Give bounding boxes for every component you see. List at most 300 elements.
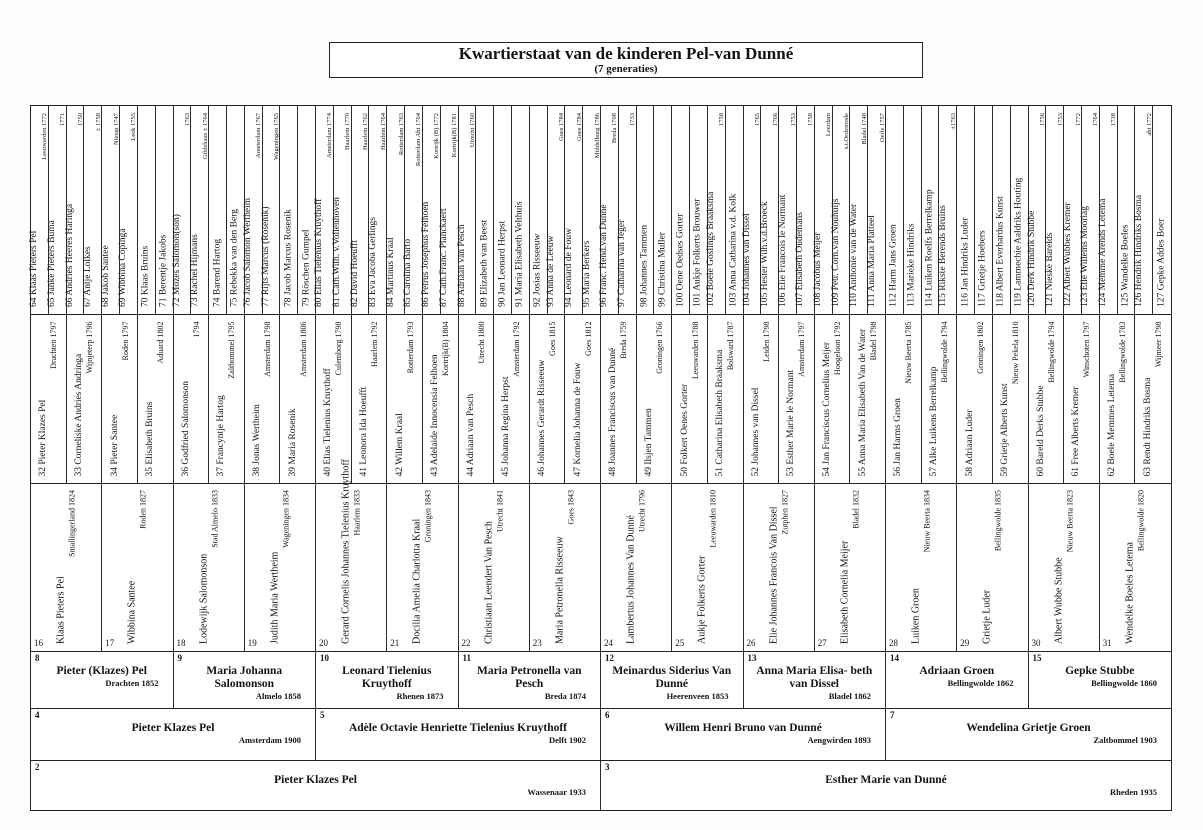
- ancestor-cell: [922, 106, 940, 314]
- ancestor-birth: Middelburg 1786: [593, 113, 601, 159]
- ancestor-name: Aukje Folkerts Gorter: [696, 555, 708, 644]
- ancestor-name: 53 Esther Marie le Normant: [786, 369, 797, 476]
- ancestor-cell: [369, 106, 387, 314]
- ancestor-number: 17: [105, 638, 115, 648]
- ancestor-birth: Haarlem 1762: [362, 113, 370, 151]
- ancestor-birth: Leiden 1798: [761, 321, 771, 362]
- ancestor-birth: ±1763: [949, 113, 957, 130]
- ancestor-birth: Leeuwarden 1810: [708, 490, 718, 548]
- ancestor-name: 96 Franc. Hend.van Dunne: [599, 204, 610, 307]
- ancestor-birth: Kortrijk (B) 1772: [433, 113, 441, 159]
- ancestor-cell: [512, 106, 530, 314]
- ancestor-birth-box: [174, 691, 316, 701]
- ancestor-name: Gerard Cornelis Johannes Tielenius Kruythoff: [340, 459, 352, 644]
- ancestor-name: 75 Rebekka van den Berg: [229, 209, 240, 307]
- ancestor-name: 51 Catharina Elisabeth Braaksma: [715, 349, 726, 476]
- ancestor-birth: Kortrijk(B) 1781: [451, 113, 459, 158]
- ancestor-birth: Breda 1874: [544, 691, 586, 701]
- ancestor-name-box: [601, 722, 885, 735]
- ancestor-birth: Goes 1843: [566, 490, 576, 525]
- ancestor-name-box: [744, 665, 886, 691]
- ancestor-name: 35 Elisabeth Bruins: [145, 401, 156, 476]
- ancestor-cell: [744, 483, 815, 651]
- ancestor-cell: [637, 106, 655, 314]
- ancestor-name: 64 Klaas Pieters Pel: [29, 230, 40, 307]
- ancestor-number: 19: [247, 638, 257, 648]
- ancestor-birth-box: [886, 678, 1028, 688]
- title-box: [329, 42, 923, 78]
- ancestor-name: 61 Free Alberts Kremer: [1071, 386, 1082, 476]
- ancestor-cell: [423, 314, 459, 483]
- ancestor-name: 46 Johannes Gerardt Risseeuw: [537, 359, 548, 476]
- ancestor-cell: [886, 651, 1029, 708]
- ancestor-name: 115 Rikste Berends Bruins: [937, 205, 948, 307]
- ancestor-cell: [31, 651, 174, 708]
- ancestor-cell: [280, 314, 316, 483]
- ancestor-cell: [174, 314, 210, 483]
- ancestor-name: 90 Jan Leonard Herpst: [497, 220, 508, 307]
- ancestor-name: Anna Maria Elisa- beth van Dissel: [756, 665, 873, 690]
- ancestor-cell: [456, 106, 477, 314]
- ancestor-name: 80 Elias Tielenius Kruythoff: [314, 198, 325, 307]
- ancestor-number: 16: [34, 638, 43, 648]
- ancestor-name: Pieter (Klazes) Pel: [56, 665, 147, 677]
- ancestor-cell: [31, 314, 67, 483]
- ancestor-birth: Aduard 1802: [156, 321, 166, 363]
- ancestor-cell: [174, 483, 245, 651]
- ancestor-name: 98 Johannes Tammen: [639, 224, 650, 307]
- ancestor-name-box: [601, 665, 743, 691]
- ancestor-birth: Leeuwarden 1788: [690, 321, 700, 379]
- ancestor-name: 122 Albert Wubbes Kremer: [1062, 202, 1073, 307]
- ancestor-name: 44 Adriaan van Pesch: [465, 393, 476, 476]
- ancestor-cell: [1153, 106, 1171, 314]
- ancestor-birth-box: [1029, 678, 1172, 688]
- ancestor-cell: [957, 314, 993, 483]
- ancestor-cell: [387, 483, 458, 651]
- ancestor-cell: [1100, 483, 1171, 651]
- ancestor-name: 40 Elias Tielenius Kruythoff: [323, 367, 334, 476]
- ancestor-birth: Zaltbommel 1903: [1093, 735, 1157, 745]
- ancestor-birth: 1738: [1110, 113, 1118, 126]
- ancestor-cell: [708, 106, 726, 314]
- ancestor-name: 43 Adelaide Innocensia Felhoen: [430, 353, 441, 476]
- ancestor-name: Christiaan Leendert Van Pesch: [483, 521, 495, 644]
- ancestor-cell: [352, 314, 388, 483]
- ancestor-cell: [67, 314, 103, 483]
- ancestor-name: 38 Jonas Wertheim: [252, 403, 263, 476]
- ancestor-name: 123 Elle Willems Mooriag: [1080, 205, 1091, 307]
- ancestor-name: 111 Anna Maria Platteel: [866, 215, 877, 307]
- ancestor-name-box: [31, 774, 600, 787]
- ancestor-name: Meinardus Siderius Van Dunné: [612, 665, 732, 690]
- ancestor-name: Adèle Octavie Henriette Tielenius Kruythoff: [348, 722, 568, 734]
- ancestor-number: 23: [532, 638, 542, 648]
- ancestor-birth-box: [31, 678, 173, 688]
- ancestor-name: 121 Nieske Barelds: [1044, 232, 1055, 307]
- ancestor-name: 104 Johannes van Dissel: [741, 213, 752, 307]
- ancestor-cell: [476, 106, 494, 314]
- ancestor-name: Wibbina Santee: [126, 580, 138, 644]
- ancestor-cell: [741, 106, 762, 314]
- ancestor-cell: [886, 708, 1171, 760]
- ancestor-birth: Utrecht 1796: [637, 490, 647, 532]
- ancestor-birth: Bellingwolde 1783: [1118, 321, 1128, 383]
- ancestor-cell: [1100, 314, 1136, 483]
- band-divider: [31, 651, 1171, 652]
- ancestor-birth: Groningen 1843: [423, 490, 433, 543]
- ancestor-cell: [334, 106, 352, 314]
- ancestor-birth: Nieuw Pekela 1810: [1011, 321, 1021, 384]
- ancestor-birth: s.t.Oedenrode: [842, 113, 850, 150]
- ancestor-name: 48 Joannes Franciscus van Dunné: [608, 347, 619, 476]
- ancestor-name: 124 Memme Arends Letema: [1098, 198, 1109, 307]
- ancestor-name: 79 Röschen Gumpel: [301, 229, 312, 307]
- ancestor-name-box: [174, 665, 316, 691]
- ancestor-name: 49 Ilsjen Tammen: [643, 407, 654, 476]
- ancestor-birth-box: [316, 691, 458, 701]
- ancestor-cell: [31, 760, 601, 810]
- generation-4-band: [31, 651, 1171, 708]
- ancestor-name: Lambertus Johannes Van Dunné: [625, 515, 637, 644]
- ancestor-birth: Bellingwolde 1794: [1046, 321, 1056, 383]
- ancestor-cell: [672, 483, 743, 651]
- ancestor-cell: [174, 651, 317, 708]
- ancestor-name: 87 Cath.Franc. Planckaert: [439, 208, 450, 307]
- ancestor-birth: Haarlem 1764: [379, 113, 387, 151]
- ancestor-cell: [494, 106, 512, 314]
- ancestor-cell: [815, 106, 833, 314]
- ancestor-number: 24: [604, 638, 613, 648]
- ancestor-cell: [1029, 483, 1100, 651]
- ancestor-name: 39 Maria Rosenik: [287, 407, 298, 476]
- ancestor-cell: [993, 314, 1029, 483]
- ancestor-name: 73 Rachel Hijmans: [189, 234, 200, 307]
- ancestor-cell: [1029, 651, 1172, 708]
- ancestor-number: 11: [462, 653, 472, 663]
- ancestor-name: 126 Hendrik Hindriks Bosma: [1133, 194, 1144, 307]
- ancestor-name: 110 Anthonie van de Water: [848, 203, 859, 307]
- band-divider: [31, 760, 1171, 761]
- ancestor-cell: [815, 483, 886, 651]
- ancestor-number: 12: [605, 653, 614, 663]
- ancestor-name: Lodewijk Salomonson: [198, 553, 210, 644]
- ancestor-name: Leonard Tielenius Kruythoff: [342, 665, 432, 690]
- ancestor-birth: Zutphen 1827: [780, 490, 790, 535]
- ancestor-name: 85 Carolina Barto: [403, 238, 414, 307]
- ancestor-number: 25: [675, 638, 685, 648]
- ancestor-number: 8: [35, 653, 40, 663]
- ancestor-number: 22: [461, 638, 471, 648]
- ancestor-birth: 1764: [1092, 113, 1100, 126]
- ancestor-birth-box: [31, 787, 600, 797]
- ancestor-birth: 1750: [77, 113, 85, 126]
- ancestor-name: 59 Grietje Alberts Kunst: [1000, 382, 1011, 476]
- ancestor-birth: Haarlem 1792: [369, 321, 379, 367]
- ancestor-name: 47 Kornelia Johanna de Fouw: [572, 362, 583, 476]
- ancestor-birth: 1771: [59, 113, 67, 126]
- ancestor-birth: Rotterdam 1793: [405, 321, 415, 373]
- ancestor-name: 88 Adriaan van Pesch: [456, 224, 467, 307]
- ancestor-name: 36 Godfried Salomonson: [180, 380, 191, 476]
- ancestor-birth: Amsterdam 1797: [797, 321, 807, 377]
- ancestor-cell: [975, 106, 993, 314]
- ancestor-cell: [138, 314, 174, 483]
- ancestor-birth: Drachten 1797: [49, 321, 59, 369]
- ancestor-number: 7: [890, 710, 895, 720]
- ancestor-name: 78 Jacob Marcus Rosenik: [283, 209, 294, 307]
- ancestor-cell: [260, 106, 281, 314]
- ancestor-name: Gepke Stubbe: [1065, 665, 1135, 677]
- ancestor-birth: Amsterdam 1806: [298, 321, 308, 377]
- ancestor-birth: ± 1758: [94, 113, 102, 132]
- ancestor-name: Maria Petronella van Pesch: [476, 665, 582, 690]
- ancestor-name: 119 Lammechie Aaldriks Houting: [1013, 177, 1024, 307]
- ancestor-name: Albert Wubbe Stubbe: [1053, 557, 1065, 644]
- ancestor-cell: [726, 106, 744, 314]
- ancestor-name-box: [886, 665, 1028, 678]
- ancestor-birth: Zaltbommel 1795: [227, 321, 237, 379]
- ancestor-birth: Breda 1759: [619, 321, 629, 359]
- ancestor-cell: [654, 106, 672, 314]
- ancestor-birth-box: [316, 735, 600, 745]
- ancestor-cell: [779, 314, 815, 483]
- ancestor-cell: [708, 314, 744, 483]
- ancestor-birth: Groningen 1766: [654, 321, 664, 374]
- ancestor-cell: [1135, 106, 1153, 314]
- ancestor-number: 5: [320, 710, 325, 720]
- ancestor-name: 106 Elie Francois le Normant: [777, 194, 788, 307]
- ancestor-cell: [672, 314, 708, 483]
- ancestor-name-box: [601, 774, 1171, 787]
- ancestor-name: 67 Antje Lolkes: [82, 246, 93, 307]
- ancestor-birth-box: [601, 787, 1171, 797]
- ancestor-birth: Bellingwolde 1820: [1136, 490, 1146, 552]
- ancestor-name: 68 Jakob Santee: [100, 245, 111, 307]
- ancestor-name: 120 Derk Hindrik Stubbe: [1026, 210, 1037, 307]
- ancestor-birth: Bellingwolde 1860: [1091, 678, 1157, 688]
- ancestor-birth: Heerenveen 1853: [666, 691, 729, 701]
- ancestor-birth: Aengwirden 1893: [807, 735, 871, 745]
- ancestor-birth: Hoogeloon 1792: [833, 321, 843, 375]
- ancestor-cell: [209, 106, 227, 314]
- ancestor-cell: [619, 106, 637, 314]
- ancestor-name: 50 Folkert Oenes Gorter: [679, 383, 690, 476]
- ancestor-birth: Amsterdam 1792: [512, 321, 522, 377]
- ancestor-birth: Bolsward 1787: [726, 321, 736, 370]
- ancestor-cell: [637, 314, 673, 483]
- ancestor-name: 84 Martinus Kraal: [385, 237, 396, 307]
- ancestor-birth: Almelo 1858: [255, 691, 301, 701]
- ancestor-cell: [245, 106, 263, 314]
- ancestor-cell: [280, 106, 298, 314]
- ancestor-birth: Utrecht 1800: [476, 321, 486, 363]
- ancestor-birth: Wijnjeterp 1796: [84, 321, 94, 373]
- ancestor-birth: Breda 1708: [611, 113, 619, 144]
- ancestor-name: 117 Grietje Hoebers: [977, 230, 988, 307]
- ancestor-name: Adriaan Groen: [919, 665, 995, 677]
- ancestor-cell: [31, 708, 316, 760]
- ancestor-name: 60 Bareld Derks Stubbe: [1035, 384, 1046, 476]
- ancestor-name: Esther Marie van Dunné: [825, 774, 947, 786]
- ancestor-cell: [245, 483, 316, 651]
- ancestor-birth: Rotterdam 1763: [397, 113, 405, 156]
- ancestor-birth: Leek 1755: [130, 113, 138, 141]
- ancestor-name-box: [459, 665, 601, 691]
- band-divider: [31, 708, 1171, 709]
- ancestor-birth-box: [886, 735, 1171, 745]
- chart-subtitle: (7 generaties): [594, 63, 658, 75]
- generation-6-band: [31, 314, 1171, 483]
- ancestor-cell: [102, 483, 173, 651]
- ancestor-birth: Rotterdam Abt 1764: [415, 113, 423, 167]
- ancestor-birth: 1758: [807, 113, 815, 126]
- ancestor-birth: Nieuw Beerta 1834: [922, 490, 932, 553]
- ancestor-name: 116 Jan Hindriks Luder: [960, 217, 971, 307]
- ancestor-cell: [459, 314, 495, 483]
- ancestor-name: 33 Corneliske Andries Andringa: [73, 353, 84, 476]
- ancestor-birth: 1765: [753, 113, 761, 126]
- ancestor-birth: Groningen 1802: [975, 321, 985, 374]
- ancestor-birth: Bladel 1832: [851, 490, 861, 529]
- ancestor-cell: [316, 708, 601, 760]
- ancestor-birth: 1766: [771, 113, 779, 126]
- ancestor-cell: [1135, 314, 1171, 483]
- ancestor-cell: [191, 106, 209, 314]
- ancestor-cell: [352, 106, 370, 314]
- ancestor-birth: Oerle 1757: [878, 113, 886, 143]
- ancestor-name: 56 Jan Harms Groen: [893, 397, 904, 476]
- ancestor-name: 113 Marieke Hindriks: [906, 223, 917, 307]
- ancestor-cell: [850, 106, 868, 314]
- ancestor-name: Elisabeth Cornelia Meijer: [839, 540, 851, 644]
- ancestor-number: 3: [605, 762, 610, 772]
- ancestor-birth: Haarlem 1833: [352, 490, 362, 536]
- ancestor-cell: [84, 106, 102, 314]
- ancestor-cell: [67, 106, 85, 314]
- ancestor-name-box: [31, 722, 315, 735]
- ancestor-cell: [744, 314, 780, 483]
- ancestor-birth: Utrecht 1841: [495, 490, 505, 532]
- ancestor-birth: Goes 1812: [583, 321, 593, 356]
- ancestor-cell: [31, 483, 102, 651]
- ancestor-name-box: [886, 722, 1171, 735]
- ancestor-name-box: [1029, 665, 1172, 678]
- chart-title: Kwartierstaat van de kinderen Pel-van Dunné: [458, 44, 794, 63]
- ancestor-name: 65 Janke Pieters Buma: [47, 220, 58, 307]
- ancestor-birth: Rheden 1935: [1110, 787, 1157, 797]
- ancestor-number: 28: [889, 638, 898, 648]
- ancestor-birth-box: [459, 691, 601, 701]
- ancestor-name: Willem Henri Bruno van Dunné: [664, 722, 822, 734]
- ancestor-birth: Rhenen 1873: [396, 691, 444, 701]
- ancestor-cell: [601, 651, 744, 708]
- ancestor-name: Wendelina Grietje Groen: [966, 722, 1091, 734]
- ancestor-name: Elie Johannes Francois Van Dissel: [768, 506, 780, 644]
- ancestor-number: 27: [817, 638, 827, 648]
- ancestor-number: 26: [746, 638, 756, 648]
- ancestor-name: 107 Elisabeth Oudemans: [795, 212, 806, 307]
- ancestor-name: Docilia Amelia Charlotta Kraal: [411, 518, 423, 644]
- ancestor-birth: Goes 1784: [575, 113, 583, 141]
- ancestor-name: 127 Gepke Addes Boer: [1156, 218, 1167, 307]
- ancestor-birth: Winschoten 1797: [1082, 321, 1092, 377]
- ancestor-birth: 1794: [191, 321, 201, 337]
- band-divider: [31, 483, 1171, 484]
- ancestor-name: 69 Wibbina Copinga: [118, 228, 129, 307]
- ancestor-birth: 1756: [1038, 113, 1046, 126]
- ancestor-number: 20: [319, 638, 328, 648]
- ancestor-name: Grietje Luder: [981, 589, 993, 644]
- ancestor-cell: [209, 314, 245, 483]
- ancestor-birth-box: [601, 735, 885, 745]
- ancestor-number: 15: [1032, 653, 1042, 663]
- ancestor-cell: [530, 106, 548, 314]
- ancestor-birth: Smallingerland 1824: [67, 490, 77, 557]
- ancestor-birth: Haarlem 1770: [344, 113, 352, 151]
- ancestor-birth: Bladel 1862: [828, 691, 871, 701]
- ancestor-cell: [494, 314, 530, 483]
- ancestor-birth-box: [601, 691, 743, 701]
- ancestor-cell: [171, 106, 192, 314]
- ancestor-name: 71 Berentje Jakobs: [158, 234, 169, 307]
- ancestor-name: 54 Jan Franciscus Cornelius Meijer: [822, 341, 833, 476]
- ancestor-number: 6: [605, 710, 610, 720]
- ancestor-birth: Bellingwolde 1794: [939, 321, 949, 383]
- ancestor-cell: [993, 106, 1011, 314]
- ancestor-cell: [886, 106, 904, 314]
- ancestor-cell: [939, 106, 957, 314]
- ancestor-birth: 1733: [629, 113, 637, 126]
- ancestor-number: 14: [890, 653, 899, 663]
- ancestor-birth-box: [744, 691, 886, 701]
- ancestor-name: 99 Christina Muller: [657, 232, 668, 307]
- ancestor-name: 62 Boele Memmes Letema: [1107, 373, 1118, 476]
- ancestor-number: 31: [1102, 638, 1112, 648]
- ancestor-name: 45 Johanna Regina Herpst: [501, 376, 512, 476]
- ancestor-cell: [761, 106, 779, 314]
- ancestor-name: 89 Elizabeth van Beest: [479, 219, 490, 307]
- ancestor-cell: [316, 314, 352, 483]
- ancestor-name-box: [316, 722, 600, 735]
- generation-3-band: [31, 708, 1171, 760]
- ancestor-number: 13: [747, 653, 757, 663]
- ancestor-cell: [565, 314, 601, 483]
- ancestor-name: 34 Pieter Santee: [109, 414, 120, 476]
- ancestor-birth: Kortrijk(B) 1804: [441, 321, 451, 376]
- ancestor-cell: [1046, 106, 1064, 314]
- ancestor-cell: [601, 760, 1171, 810]
- ancestor-birth: Bellingwolde 1835: [993, 490, 1003, 552]
- ancestor-name: 63 Rendt Hindriks Bosma: [1143, 377, 1154, 476]
- ancestor-name: 108 Jacobus Meijer: [813, 232, 824, 307]
- ancestor-birth: 1758: [718, 113, 726, 126]
- ancestor-birth: Roden 1797: [120, 321, 130, 360]
- ancestor-birth: Wassenaar 1933: [527, 787, 586, 797]
- ancestor-birth: Stad Almelo 1833: [210, 490, 220, 548]
- ancestor-name: 103 Anna Catharina v.d. Kolk: [728, 193, 739, 307]
- ancestor-name: 83 Eva Jacoba Gerlings: [367, 217, 378, 307]
- ancestor-birth: Goes 1784: [557, 113, 565, 141]
- ancestor-name: 109 Petr. Corn.van Nouhuijs: [830, 198, 841, 307]
- ancestor-cell: [138, 106, 156, 314]
- ancestor-birth: 1753: [789, 113, 797, 126]
- ancestor-cell: [530, 483, 601, 651]
- ancestor-name: 100 Oene Oedses Gorter: [675, 213, 686, 307]
- ancestor-cell: [601, 483, 672, 651]
- ancestor-name: 92 Josias Risseeuw: [532, 233, 543, 307]
- ancestor-name-box: [316, 665, 458, 691]
